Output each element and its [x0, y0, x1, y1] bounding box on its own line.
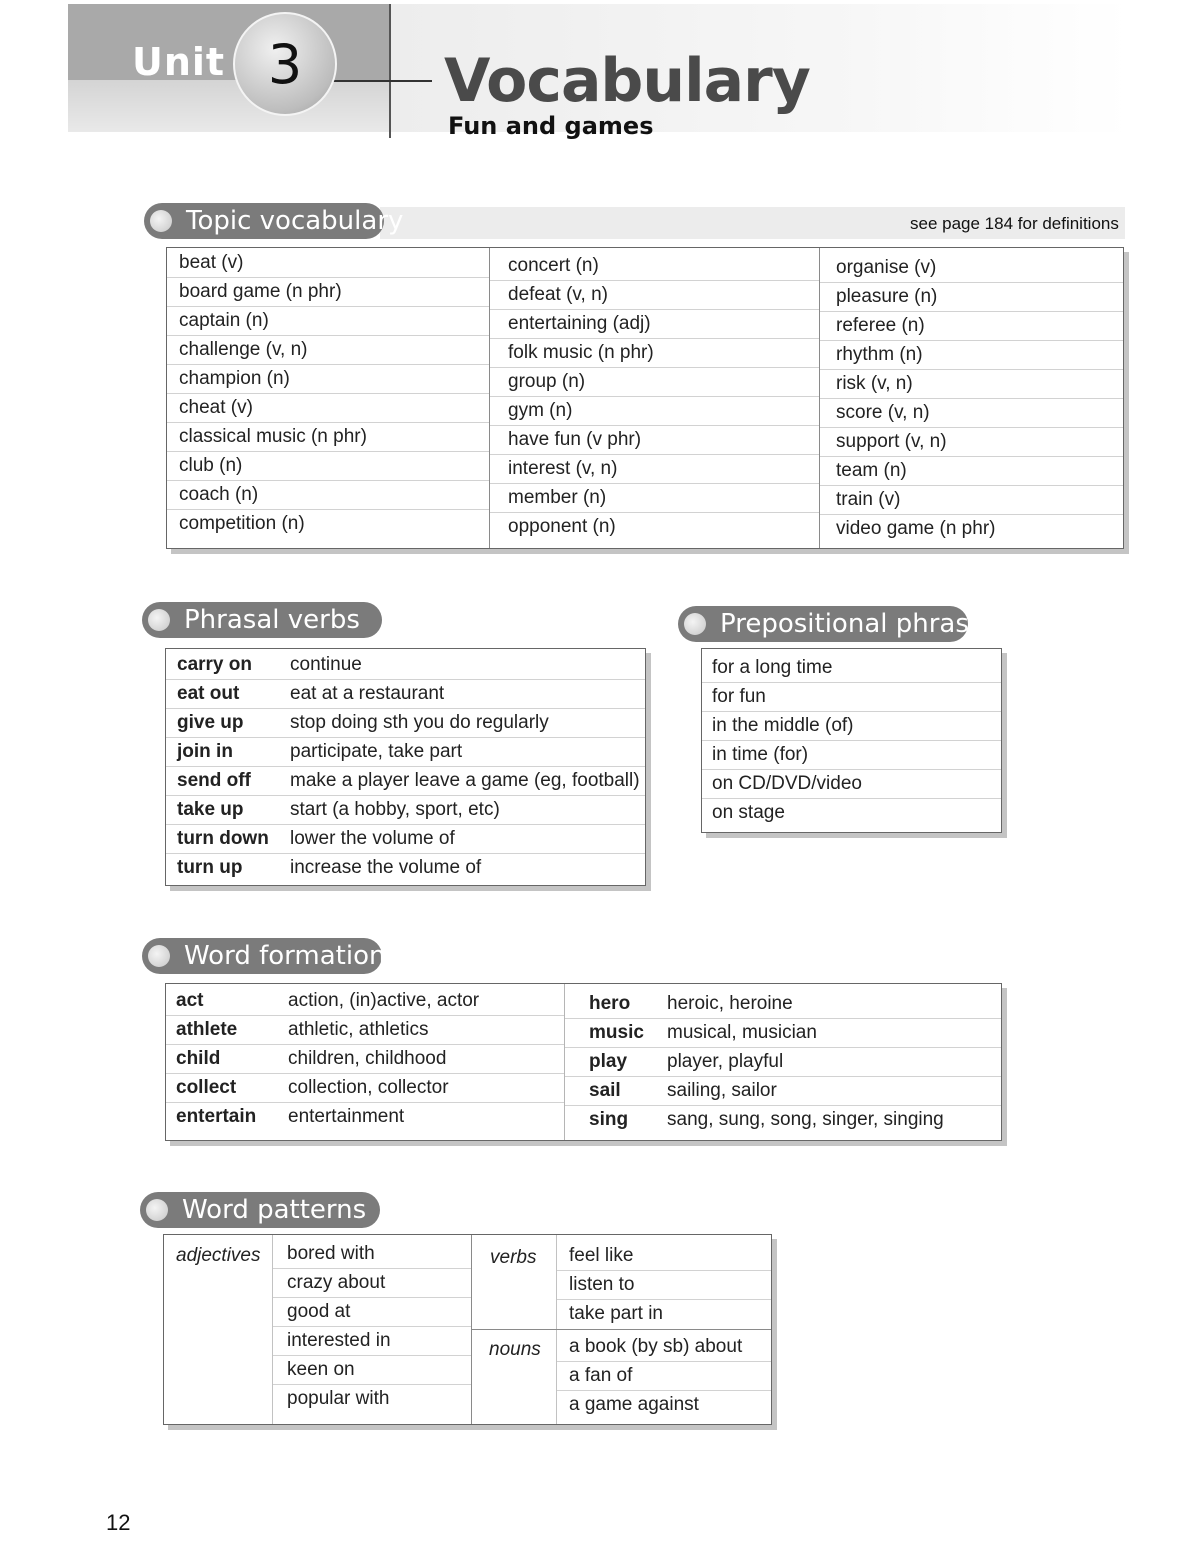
category-verbs: verbs: [490, 1247, 537, 1268]
list-item: team (n): [820, 456, 1123, 486]
list-item: good at: [273, 1297, 471, 1327]
table-row: child children, childhood: [166, 1044, 564, 1074]
header-divider: [389, 4, 391, 138]
list-item: challenge (v, n): [167, 335, 489, 365]
table-row: take up start (a hobby, sport, etc): [166, 795, 645, 825]
list-item: on CD/DVD/video: [702, 769, 1001, 799]
list-item: a fan of: [557, 1361, 771, 1391]
list-item: on stage: [712, 802, 785, 823]
list-item: keen on: [273, 1355, 471, 1385]
list-item: score (v, n): [820, 398, 1123, 428]
table-row: send off make a player leave a game (eg, football): [166, 766, 645, 796]
topic-vocabulary-table: [166, 247, 1124, 549]
section-label-word-formation: [142, 938, 386, 974]
page-number: 12: [106, 1510, 131, 1535]
list-item: group (n): [490, 367, 819, 397]
table-row: join in participate, take part: [166, 737, 645, 767]
list-item: for fun: [702, 682, 1001, 712]
section-label-topic: [144, 203, 404, 239]
list-item: for a long time: [702, 653, 1001, 683]
table-row: eat out eat at a restaurant: [166, 679, 645, 709]
page-subtitle: Fun and games: [448, 112, 654, 140]
list-item: captain (n): [167, 306, 489, 336]
unit-banner: [68, 4, 390, 80]
unit-number: 3: [267, 32, 303, 96]
section-title: Phrasal verbs: [184, 605, 360, 635]
list-item: opponent (n): [508, 516, 616, 537]
list-item: in time (for): [702, 740, 1001, 770]
section-label-word-patterns: [140, 1192, 380, 1228]
list-item: interested in: [273, 1326, 471, 1356]
list-item: train (v): [820, 485, 1123, 515]
word-patterns-table: [163, 1234, 772, 1425]
table-row: sing sang, sung, song, singer, singing: [589, 1109, 944, 1130]
list-item: pleasure (n): [820, 282, 1123, 312]
bullet-icon: [150, 210, 172, 232]
table-row: turn up increase the volume of: [177, 857, 482, 878]
phrasal-verbs-table: [165, 648, 646, 886]
list-item: in the middle (of): [702, 711, 1001, 741]
unit-banner-lower: [68, 80, 390, 132]
list-item: rhythm (n): [820, 340, 1123, 370]
table-row: give up stop doing sth you do regularly: [166, 708, 645, 738]
list-item: video game (n phr): [836, 518, 996, 539]
list-item: have fun (v phr): [490, 425, 819, 455]
list-item: beat (v): [167, 248, 489, 278]
section-title: Topic vocabulary: [186, 206, 404, 236]
list-item: champion (n): [167, 364, 489, 394]
section-label-prepositional: [678, 606, 999, 642]
list-item: concert (n): [490, 251, 819, 281]
list-item: entertaining (adj): [490, 309, 819, 339]
section-title: Prepositional phrases: [720, 609, 999, 639]
table-row: sail sailing, sailor: [565, 1076, 1001, 1106]
page-title: Vocabulary: [444, 46, 810, 116]
table-row: music musical, musician: [565, 1018, 1001, 1048]
prepositional-phrases-table: [701, 648, 1002, 833]
list-item: a game against: [569, 1394, 699, 1415]
section-title: Word patterns: [182, 1195, 367, 1225]
table-row: turn down lower the volume of: [166, 824, 645, 854]
list-item: folk music (n phr): [490, 338, 819, 368]
list-item: cheat (v): [167, 393, 489, 423]
list-item: member (n): [490, 483, 819, 513]
list-item: listen to: [557, 1270, 771, 1300]
list-item: club (n): [167, 451, 489, 481]
category-nouns: nouns: [489, 1339, 541, 1360]
list-item: competition (n): [179, 513, 305, 534]
row-divider: [471, 1329, 771, 1330]
list-item: gym (n): [490, 396, 819, 426]
list-item: support (v, n): [820, 427, 1123, 457]
list-item: referee (n): [820, 311, 1123, 341]
list-item: crazy about: [273, 1268, 471, 1298]
word-formation-table: [165, 983, 1002, 1141]
bullet-icon: [148, 609, 170, 631]
list-item: take part in: [569, 1303, 663, 1324]
list-item: organise (v): [820, 253, 1123, 283]
list-item: coach (n): [167, 480, 489, 510]
list-item: bored with: [273, 1239, 471, 1269]
bullet-icon: [148, 945, 170, 967]
list-item: board game (n phr): [167, 277, 489, 307]
header-rule: [332, 80, 432, 82]
list-item: classical music (n phr): [167, 422, 489, 452]
bullet-icon: [146, 1199, 168, 1221]
table-row: collect collection, collector: [166, 1073, 564, 1103]
table-row: hero heroic, heroine: [565, 989, 1001, 1019]
table-row: entertain entertainment: [176, 1106, 405, 1127]
list-item: feel like: [557, 1241, 771, 1271]
table-row: carry on continue: [166, 650, 645, 680]
definitions-note: see page 184 for definitions: [910, 214, 1119, 233]
section-label-phrasal: [142, 602, 382, 638]
unit-number-badge: [233, 12, 337, 116]
list-item: risk (v, n): [820, 369, 1123, 399]
list-item: a book (by sb) about: [557, 1332, 771, 1362]
list-item: defeat (v, n): [490, 280, 819, 310]
unit-label: Unit: [132, 40, 226, 84]
table-row: athlete athletic, athletics: [166, 1015, 564, 1045]
list-item: interest (v, n): [490, 454, 819, 484]
section-title: Word formation: [184, 941, 386, 971]
list-item: popular with: [287, 1388, 390, 1409]
table-row: play player, playful: [565, 1047, 1001, 1077]
bullet-icon: [684, 613, 706, 635]
category-adjectives: adjectives: [176, 1245, 261, 1266]
table-row: act action, (in)active, actor: [166, 986, 564, 1016]
